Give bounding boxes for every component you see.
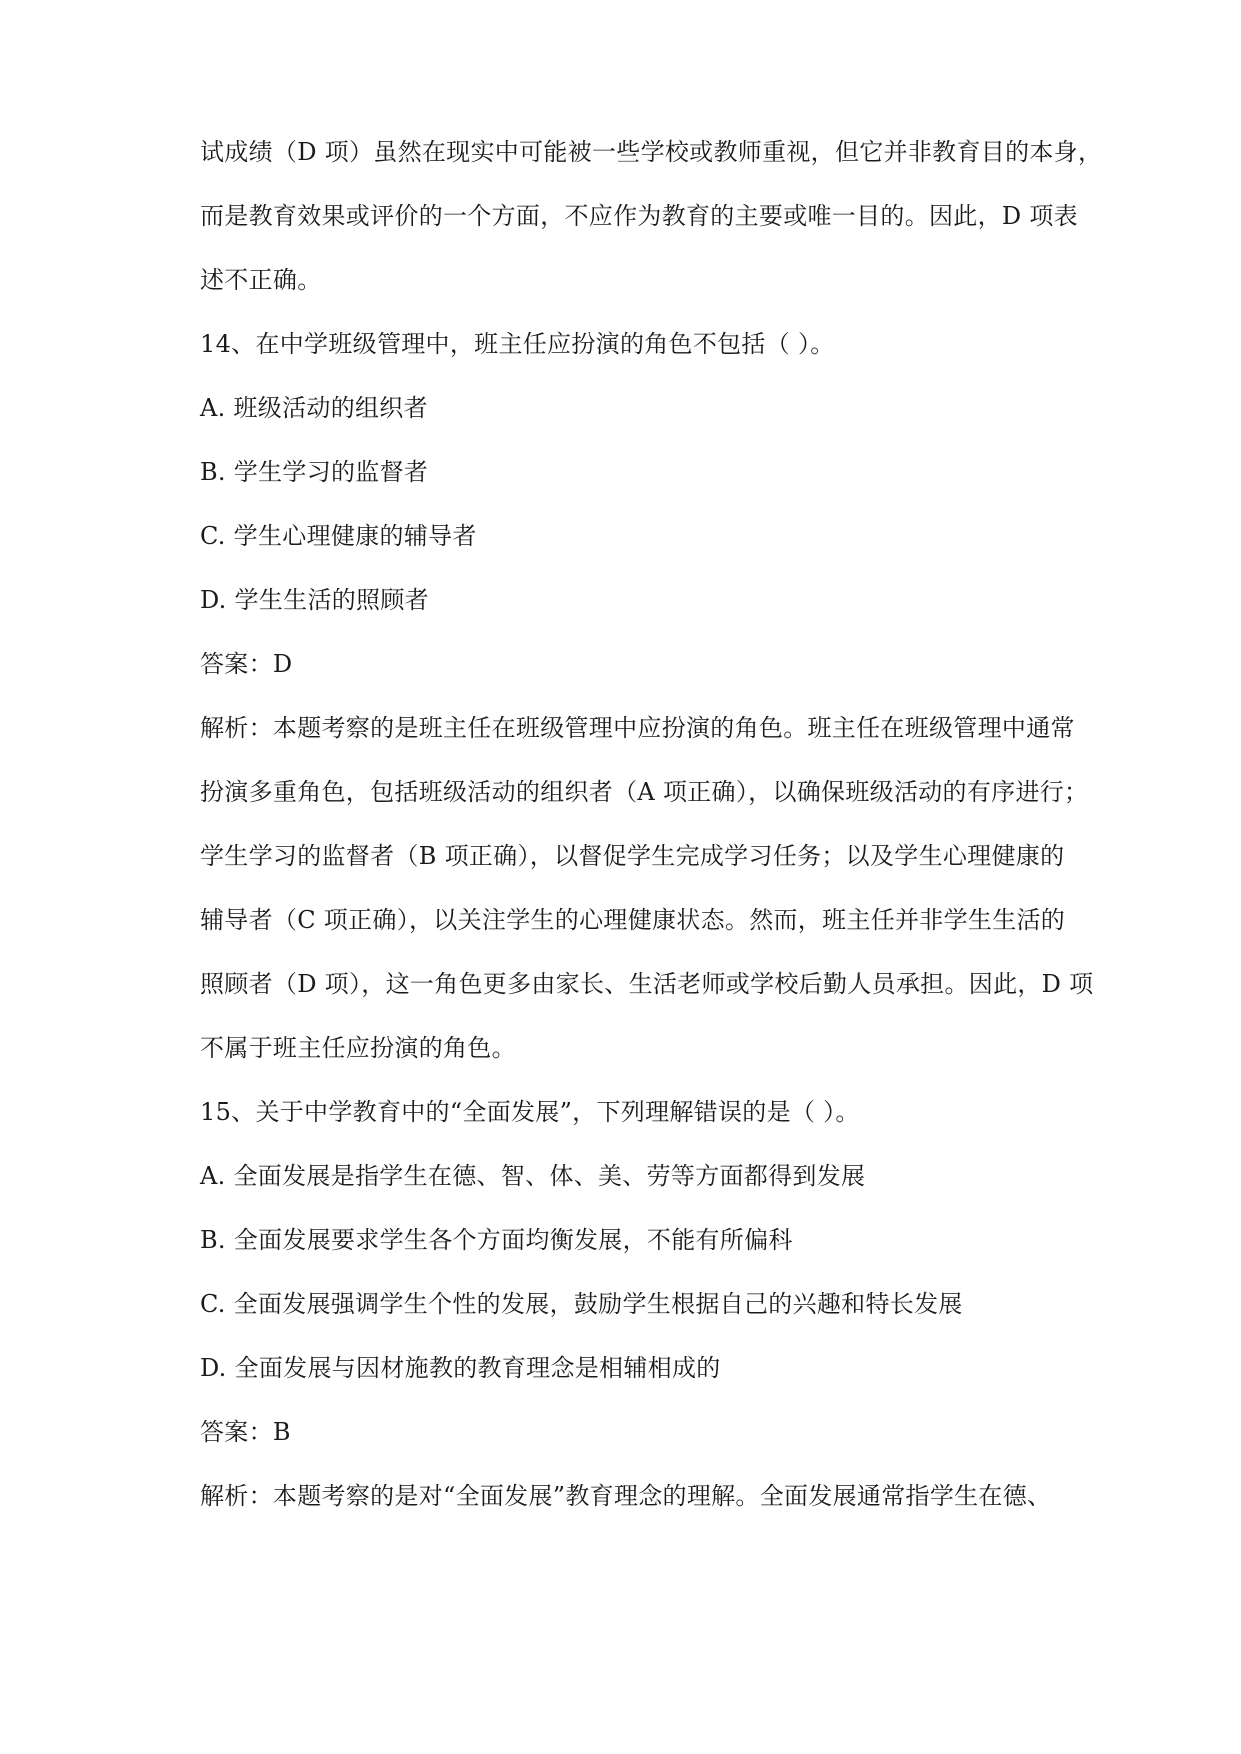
question-15-explanation-line-1: 解析：本题考察的是对“全面发展”教育理念的理解。全面发展通常指学生在德、 [200, 1482, 1052, 1510]
answer-explanation-13-continued-line-1: 试成绩（D 项）虽然在现实中可能被一些学校或教师重视，但它并非教育目的本身， [200, 138, 1103, 166]
question-14-explanation-line-5: 照顾者（D 项），这一角色更多由家长、生活老师或学校后勤人员承担。因此，D 项 [200, 970, 1094, 998]
answer-explanation-13-continued-line-3: 述不正确。 [200, 266, 322, 294]
question-14-option-c: C. 学生心理健康的辅导者 [200, 522, 477, 550]
question-15-option-d: D. 全面发展与因材施教的教育理念是相辅相成的 [200, 1354, 721, 1382]
question-14-explanation-line-2: 扮演多重角色，包括班级活动的组织者（A 项正确），以确保班级活动的有序进行； [200, 778, 1089, 806]
question-15-stem: 15、关于中学教育中的“全面发展”，下列理解错误的是（ ）。 [200, 1098, 860, 1126]
question-14-explanation-line-1: 解析：本题考察的是班主任在班级管理中应扮演的角色。班主任在班级管理中通常 [200, 714, 1075, 742]
question-15-option-a: A. 全面发展是指学生在德、智、体、美、劳等方面都得到发展 [200, 1162, 866, 1190]
question-14-explanation-line-4: 辅导者（C 项正确），以关注学生的心理健康状态。然而，班主任并非学生生活的 [200, 906, 1066, 934]
answer-explanation-13-continued-line-2: 而是教育效果或评价的一个方面，不应作为教育的主要或唯一目的。因此，D 项表 [200, 202, 1078, 230]
question-14-option-a: A. 班级活动的组织者 [200, 394, 428, 422]
question-14-explanation-line-6: 不属于班主任应扮演的角色。 [200, 1034, 516, 1062]
question-15-option-c: C. 全面发展强调学生个性的发展，鼓励学生根据自己的兴趣和特长发展 [200, 1290, 963, 1318]
question-14-explanation-line-3: 学生学习的监督者（B 项正确），以督促学生完成学习任务；以及学生心理健康的 [200, 842, 1065, 870]
question-14-option-b: B. 学生学习的监督者 [200, 458, 429, 486]
question-15-answer: 答案：B [200, 1418, 291, 1446]
question-14-option-d: D. 学生生活的照顾者 [200, 586, 429, 614]
question-14-answer: 答案：D [200, 650, 293, 678]
question-14-stem: 14、在中学班级管理中，班主任应扮演的角色不包括（ ）。 [200, 330, 835, 358]
question-15-option-b: B. 全面发展要求学生各个方面均衡发展，不能有所偏科 [200, 1226, 793, 1254]
